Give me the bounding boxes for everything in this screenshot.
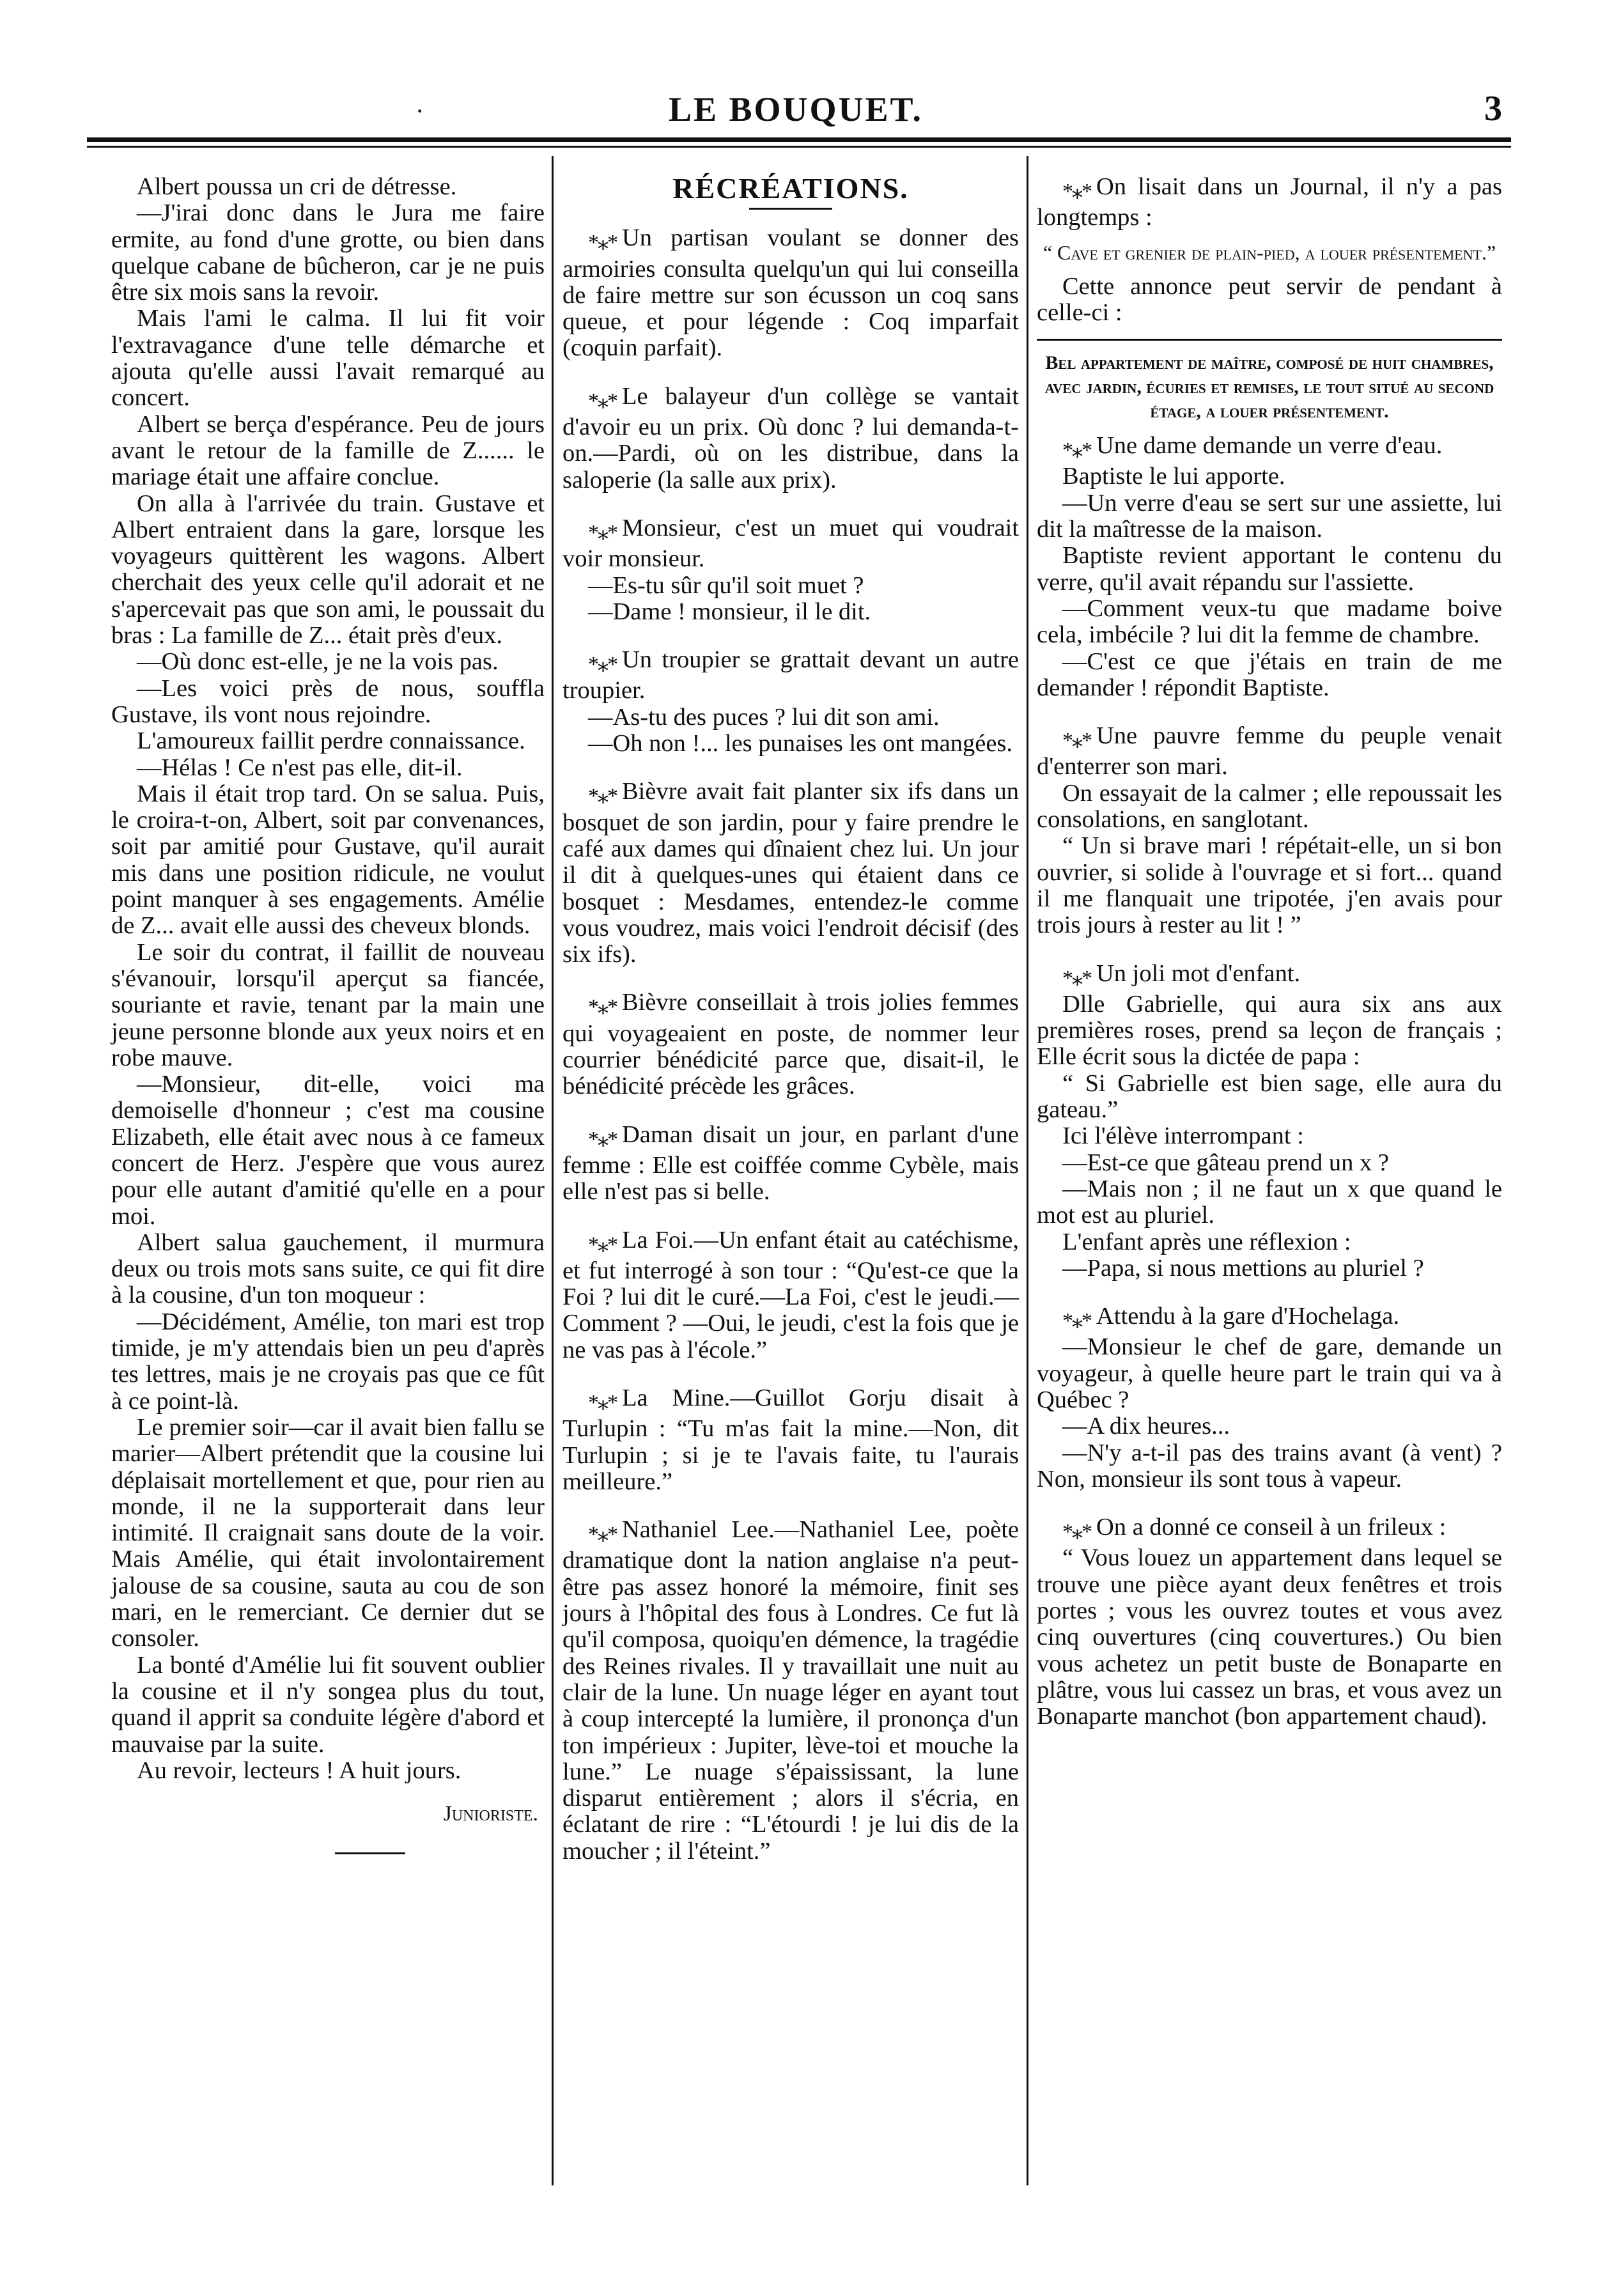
entry: [562, 384, 1019, 493]
column-anecdotes: [1037, 174, 1502, 1730]
asterism-icon: *⁎*: [1062, 1309, 1091, 1333]
entry: [1037, 961, 1502, 1282]
entry-paragraph: [1037, 596, 1502, 649]
title-rule: [749, 208, 832, 210]
entry-text: Attendu à la gare d'Hochelaga.: [1096, 1303, 1400, 1330]
entry-text: Bièvre avait fait planter six ifs dans un bosquet de son jardin, pour y faire prendre le café aux dames qui dînaient chez lui. Un jour il dit à quelques-unes qui étaient dans ce bosquet : Mesdames, entendez-le comme vous voudrez, mais voici l'endroit décisif (des six ifs).: [562, 778, 1019, 968]
entry-paragraph: [1037, 991, 1502, 1071]
entry-text: La Mine.—Guillot Gorju disait à Turlupin : “Tu m'as fait la mine.—Non, dit Turlupin ; si je te l'avais faite, tu l'aurais meilleure.”: [562, 1384, 1019, 1495]
entry-text: Dlle Gabrielle, qui aura six ans aux premières roses, prend sa leçon de français ; Elle écrit sous la dictée de papa :: [1037, 990, 1502, 1071]
entry-text: Une dame demande un verre d'eau.: [1096, 432, 1443, 460]
entry-paragraph: [1037, 463, 1502, 490]
entry: [1037, 723, 1502, 938]
asterism-icon: *⁎*: [588, 995, 617, 1020]
entry-paragraph: [562, 704, 1019, 731]
entry-text: —As-tu des puces ? lui dit son ami.: [588, 703, 940, 731]
entry-paragraph: [1037, 490, 1502, 543]
entry-paragraph: [562, 599, 1019, 625]
entry-text: Bièvre conseillait à trois jolies femmes qui voyageaient en poste, de nommer leur courrier bénédicité parce que, disait-il, le bénédicité précède les grâces.: [562, 989, 1019, 1100]
entry-paragraph: [562, 225, 1019, 361]
asterism-icon: *⁎*: [1062, 966, 1091, 990]
paragraph: Mais l'ami le calma. Il lui fit voir l'extravagance d'une telle démarche et ajouta qu'elle aussi l'avait remarqué au concert.: [111, 305, 545, 412]
entry: [1037, 1303, 1502, 1493]
entry-text: On essayait de la calmer ; elle repoussait les consolations, en sanglotant.: [1037, 779, 1502, 834]
entry-paragraph: [562, 1517, 1019, 1865]
entry-text: Un partisan voulant se donner des armoiries consulta quelqu'un qui lui conseilla de faire mettre sur son écusson un coq sans queue, et pour légende : Coq imparfait (coquin parfait).: [562, 224, 1019, 362]
paragraph: Le soir du contrat, il faillit de nouveau s'évanouir, lorsqu'il aperçut sa fiancée, souriante et ravie, tenant par la main une jeune personne blonde aux yeux noirs et en robe mauve.: [111, 938, 545, 1071]
column-story: [111, 174, 545, 1854]
paragraph: —Hélas ! Ce n'est pas elle, dit-il.: [137, 754, 463, 781]
entry-paragraph: [1037, 1071, 1502, 1124]
entry-paragraph: [562, 779, 1019, 968]
newspaper-title: LE BOUQUET.: [668, 90, 924, 128]
entry-paragraph: [1037, 1334, 1502, 1413]
paragraph: —J'irai donc dans le Jura me faire ermite, au fond d'une grotte, ou bien dans quelque cabane de bûcheron, car je ne puis être six mois sans la revoir.: [111, 199, 545, 306]
advertisement-notice-bold: Bel appartement de maître, composé de huit chambres, avec jardin, écuries et remises, le tout situé au second étage, a louer présentement.: [1044, 352, 1494, 423]
entry-text: Un joli mot d'enfant.: [1096, 959, 1301, 987]
entry-text: Nathaniel Lee.—Nathaniel Lee, poète dramatique dont la nation anglaise n'a peut-être pas assez honoré la mémoire, finit ses jours à l'hôpital des fous à Londres. Ce fut là qu'il composa, quoiqu'en démence, la tragédie des Reines rivales. Il y travaillait une nuit au clair de la lune. Un nuage léger en ayant tout à coup intercepté la lumière, il prononça d'un ton impérieux : Jupiter, lève-toi et mouche la lune.” Le nuage s'épaississant, la lune disparut entièrement ; alors il s'écria, en éclatant de rire : “L'étourdi ! je lui dis de la moucher ; il l'éteint.”: [562, 1516, 1019, 1865]
column-divider-right: [1027, 156, 1028, 2185]
journal-intro: [1037, 174, 1502, 231]
entry-text: Daman disait un jour, en parlant d'une femme : Elle est coiffée comme Cybèle, mais elle n'est pas si belle.: [562, 1121, 1019, 1206]
entry-paragraph: [1037, 1176, 1502, 1229]
advertisement-notice: “ Cave et grenier de plain-pied, a louer présentement.”: [1043, 240, 1496, 264]
entry-text: Ici l'élève interrompant :: [1062, 1122, 1304, 1150]
entry-text: —Comment veux-tu que madame boive cela, imbécile ? lui dit la femme de chambre.: [1037, 594, 1502, 649]
entry: [562, 1385, 1019, 1495]
entry-text: Baptiste revient apportant le contenu du verre, qu'il avait répandu sur l'assiette.: [1037, 542, 1502, 596]
entry-paragraph: [1037, 1303, 1502, 1334]
entry-text: —Monsieur le chef de gare, demande un voyageur, à quelle heure part le train qui va à Québec ?: [1037, 1333, 1502, 1413]
entry-text: L'enfant après une réflexion :: [1062, 1228, 1351, 1255]
paragraph: Albert salua gauchement, il murmura deux ou trois mots sans suite, ce qui fit dire à la cousine, d'un ton moqueur :: [111, 1229, 545, 1309]
entry-text: —Un verre d'eau se sert sur une assiette, lui dit la maîtresse de la maison.: [1037, 489, 1502, 543]
end-rule: [335, 1852, 405, 1854]
paragraph: Albert poussa un cri de détresse.: [137, 173, 457, 200]
entry: [562, 515, 1019, 625]
entry-paragraph: [562, 1227, 1019, 1363]
asterism-icon: *⁎*: [588, 784, 617, 809]
asterism-icon: *⁎*: [588, 1390, 617, 1415]
paragraph: —Où donc est-elle, je ne la vois pas.: [137, 648, 499, 676]
entry-text: —N'y a-t-il pas des trains avant (à vent) ? Non, monsieur ils sont tous à vapeur.: [1037, 1439, 1502, 1493]
entry: [562, 1517, 1019, 1865]
entry-paragraph: [1037, 543, 1502, 596]
paragraph: On alla à l'arrivée du train. Gustave et Albert entraient dans la gare, lorsque les voyageurs quittèrent les wagons. Albert cherchait des yeux celle qu'il adorait et ne s'apercevait pas que son ami, le poussait du bras : La famille de Z... était près d'eux.: [111, 490, 545, 649]
entry-text: —Mais non ; il ne faut un x que quand le mot est au pluriel.: [1037, 1175, 1502, 1229]
entry: [562, 1122, 1019, 1206]
entry-text: —A dix heures...: [1062, 1413, 1230, 1440]
header-rule-thick: [87, 137, 1511, 142]
entry-text: “ Vous louez un appartement dans lequel se trouve une pièce ayant deux fenêtres et trois portes ; vous les ouvrez toutes et vous avez cinq ouvertures (cinq couvertures.) Ou bien vous achetez un petit buste de Bonaparte en plâtre, vous lui cassez un bras, et vous avez un Bonaparte manchot (bon appartement chaud).: [1037, 1544, 1502, 1730]
paragraph: Le premier soir—car il avait bien fallu se marier—Albert prétendit que la cousine lui déplaisait mortellement et que, pour rien au monde, il ne la supporterait dans leur intimité. Il craignait sans doute de la voir. Mais Amélie, qui était involontairement jalouse de sa cousine, sauta au cou de son mari, en le remerciant. Ce dernier dut se consoler.: [111, 1413, 545, 1652]
anecdotes-list: [1037, 433, 1502, 1730]
entry-text: On a donné ce conseil à un frileux :: [1096, 1514, 1446, 1541]
entry-text: “ Un si brave mari ! répétait-elle, un si bon ouvrier, si solide à l'ouvrage et si fort... quand il me flanquait une tripotée, j'en avais pour trois jours à rester au lit ! ”: [1037, 832, 1502, 939]
entry-paragraph: [1037, 1123, 1502, 1149]
entry-paragraph: [1037, 723, 1502, 780]
header-dot: ·: [415, 97, 424, 125]
entry: [1037, 1514, 1502, 1730]
asterism-icon: *⁎*: [1062, 180, 1091, 203]
asterism-icon: *⁎*: [588, 389, 617, 413]
entry-text: Monsieur, c'est un muet qui voudrait voir monsieur.: [562, 514, 1019, 573]
paragraph: —Les voici près de nous, souffla Gustave, ils vont nous rejoindre.: [111, 674, 545, 728]
asterism-icon: *⁎*: [588, 1523, 617, 1547]
entry-text: La Foi.—Un enfant était au catéchisme, et fut interrogé à son tour : “Qu'est-ce que la Foi ? lui dit le curé.—La Foi, c'est le jeudi.—Comment ? —Oui, le jeudi, c'est la fois que je ne vas pas à l'école.”: [562, 1226, 1019, 1363]
entry: [562, 1227, 1019, 1363]
asterism-icon: *⁎*: [588, 1232, 617, 1257]
page-number: 3: [1484, 89, 1502, 128]
paragraph: La bonté d'Amélie lui fit souvent oublier la cousine et il n'y songea plus du tout, quand il apprit sa conduite légère d'abord et mauvaise par la suite.: [111, 1651, 545, 1758]
author-signature: Junioriste.: [443, 1802, 538, 1826]
entry-paragraph: [562, 1385, 1019, 1495]
entry-text: —Papa, si nous mettions au pluriel ?: [1062, 1254, 1424, 1282]
entry-text: Une pauvre femme du peuple venait d'enterrer son mari.: [1037, 722, 1502, 780]
entry-paragraph: [562, 647, 1019, 704]
entry-text: —Dame ! monsieur, il le dit.: [588, 598, 871, 625]
entry: [562, 647, 1019, 757]
paragraph: —Décidément, Amélie, ton mari est trop timide, je m'y attendais bien un peu d'après tes lettres, mais je ne croyais pas que ce fût à ce point-là.: [111, 1308, 545, 1415]
entry-paragraph: [1037, 1413, 1502, 1439]
entry-paragraph: [1037, 961, 1502, 991]
entry-paragraph: [562, 573, 1019, 599]
entry-paragraph: [562, 1122, 1019, 1206]
entry-paragraph: [1037, 780, 1502, 834]
entry-paragraph: [1037, 1545, 1502, 1730]
paragraph: Mais il était trop tard. On se salua. Puis, le croira-t-on, Albert, soit par convenances, soit par amitié pour Gustave, qu'il aurait mis dans une position ridicule, ne voulut point manquer à ses engagements. Amélie de Z... avait elle aussi des cheveux blonds.: [111, 780, 545, 940]
asterism-icon: *⁎*: [588, 231, 617, 255]
entry-text: Le balayeur d'un collège se vantait d'avoir eu un prix. Où donc ? lui demanda-t-on.—Pardi, où on les distribue, dans la saloperie (la salle aux prix).: [562, 382, 1019, 493]
recreations-list: [562, 225, 1019, 1865]
entry-paragraph: [1037, 1150, 1502, 1176]
entry-paragraph: [1037, 833, 1502, 938]
page-header: [83, 77, 1509, 134]
entry-paragraph: [1037, 649, 1502, 702]
entry-text: On lisait dans un Journal, il n'y a pas longtemps :: [1037, 173, 1502, 231]
entry-paragraph: [1037, 1229, 1502, 1255]
entry: [562, 779, 1019, 968]
paragraph: Cette annonce peut servir de pendant à celle-ci :: [1037, 272, 1502, 326]
paragraph: —Monsieur, dit-elle, voici ma demoiselle d'honneur ; c'est ma cousine Elizabeth, elle était avec nous à ce fameux concert de Herz. J'espère que vous aurez pour elle autant d'amitié qu'elle en a pour moi.: [111, 1071, 545, 1230]
entry-paragraph: [562, 515, 1019, 573]
entry-paragraph: [1037, 1440, 1502, 1493]
entry-text: —Oh non !... les punaises les ont mangées.: [588, 730, 1013, 757]
column-recreations: [562, 174, 1019, 1865]
entry: [562, 225, 1019, 361]
entry: [1037, 433, 1502, 701]
paragraph: Au revoir, lecteurs ! A huit jours.: [137, 1757, 461, 1784]
column-divider-left: [552, 156, 554, 2185]
entry-text: —C'est ce que j'étais en train de me demander ! répondit Baptiste.: [1037, 648, 1502, 701]
entry-text: Un troupier se grattait devant un autre troupier.: [562, 646, 1019, 704]
entry-paragraph: [1037, 1255, 1502, 1282]
asterism-icon: *⁎*: [1062, 1520, 1091, 1544]
header-rule-thin: [87, 146, 1511, 148]
asterism-icon: *⁎*: [588, 1127, 617, 1151]
entry-text: “ Si Gabrielle est bien sage, elle aura du gateau.”: [1037, 1069, 1502, 1124]
entry-text: —Est-ce que gâteau prend un x ?: [1062, 1149, 1389, 1176]
paragraph: Albert se berça d'espérance. Peu de jours avant le retour de la famille de Z...... le mariage était une affaire conclue.: [111, 410, 545, 491]
paragraph: L'amoureux faillit perdre connaissance.: [137, 727, 525, 755]
entry-paragraph: [1037, 1514, 1502, 1545]
asterism-icon: *⁎*: [588, 653, 617, 677]
entry-paragraph: [1037, 433, 1502, 463]
entry: [562, 989, 1019, 1099]
entry-text: —Es-tu sûr qu'il soit muet ?: [588, 571, 864, 599]
entry-paragraph: [562, 384, 1019, 493]
section-title: RÉCRÉATIONS.: [672, 172, 909, 205]
entry-paragraph: [562, 989, 1019, 1099]
entry-paragraph: [562, 731, 1019, 757]
notice-rule: [1037, 339, 1502, 341]
asterism-icon: *⁎*: [588, 520, 617, 545]
asterism-icon: *⁎*: [1062, 438, 1091, 463]
entry-text: Baptiste le lui apporte.: [1062, 463, 1285, 490]
asterism-icon: *⁎*: [1062, 729, 1091, 753]
